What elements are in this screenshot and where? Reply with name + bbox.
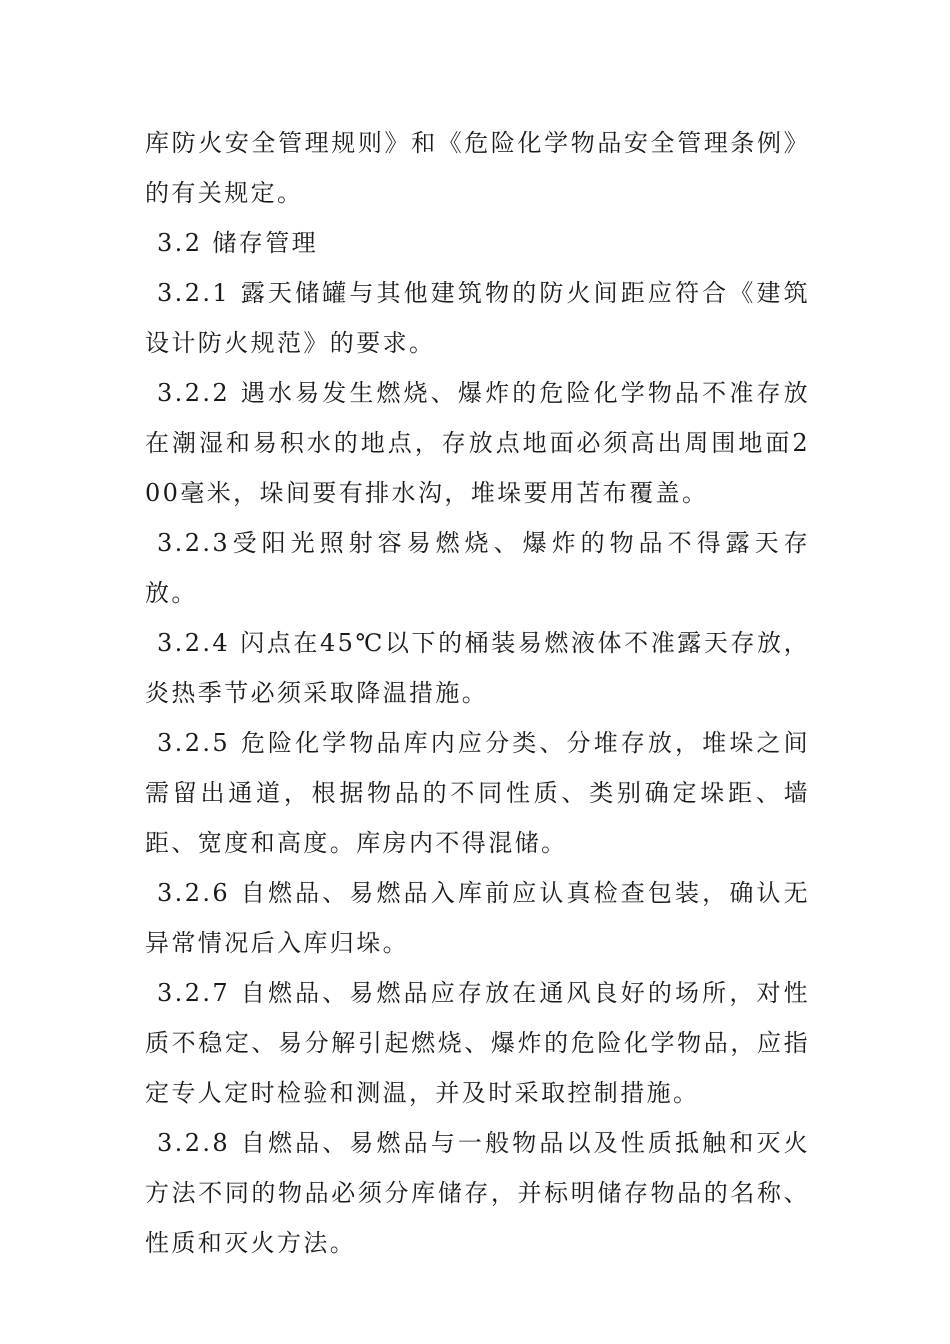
clause-3-2-8: 3.2.8 自燃品、易燃品与一般物品以及性质抵触和灭火方法不同的物品必须分库储存，并标明储存物品的名称、性质和灭火方法。 bbox=[145, 1129, 810, 1257]
clause-3-2-4: 3.2.4 闪点在45℃以下的桶装易燃液体不准露天存放，炎热季节必须采取降温措施。 bbox=[145, 629, 810, 707]
section-heading-3-2: 3.2 储存管理 bbox=[157, 229, 318, 257]
clause-3-2-3: 3.2.3受阳光照射容易燃烧、爆炸的物品不得露天存放。 bbox=[145, 529, 810, 607]
clause-3-2-7: 3.2.7 自燃品、易燃品应存放在通风良好的场所，对性质不稳定、易分解引起燃烧、爆炸的危险化学物品，应指定专人定时检验和测温，并及时采取控制措施。 bbox=[145, 979, 810, 1107]
paragraph-continuation: 库防火安全管理规则》和《危险化学物品安全管理条例》的有关规定。 bbox=[145, 129, 810, 207]
clause-3-2-1: 3.2.1 露天储罐与其他建筑物的防火间距应符合《建筑设计防火规范》的要求。 bbox=[145, 279, 810, 357]
clause-3-2-5: 3.2.5 危险化学物品库内应分类、分堆存放，堆垛之间需留出通道，根据物品的不同性质、类别确定垛距、墙距、宽度和高度。库房内不得混储。 bbox=[145, 729, 810, 857]
document-page bbox=[145, 118, 810, 1268]
clause-3-2-2: 3.2.2 遇水易发生燃烧、爆炸的危险化学物品不准存放在潮湿和易积水的地点，存放点地面必须高出周围地面200毫米，垛间要有排水沟，堆垛要用苫布覆盖。 bbox=[145, 379, 810, 507]
clause-3-2-6: 3.2.6 自燃品、易燃品入库前应认真检查包装，确认无异常情况后入库归垛。 bbox=[145, 879, 810, 957]
